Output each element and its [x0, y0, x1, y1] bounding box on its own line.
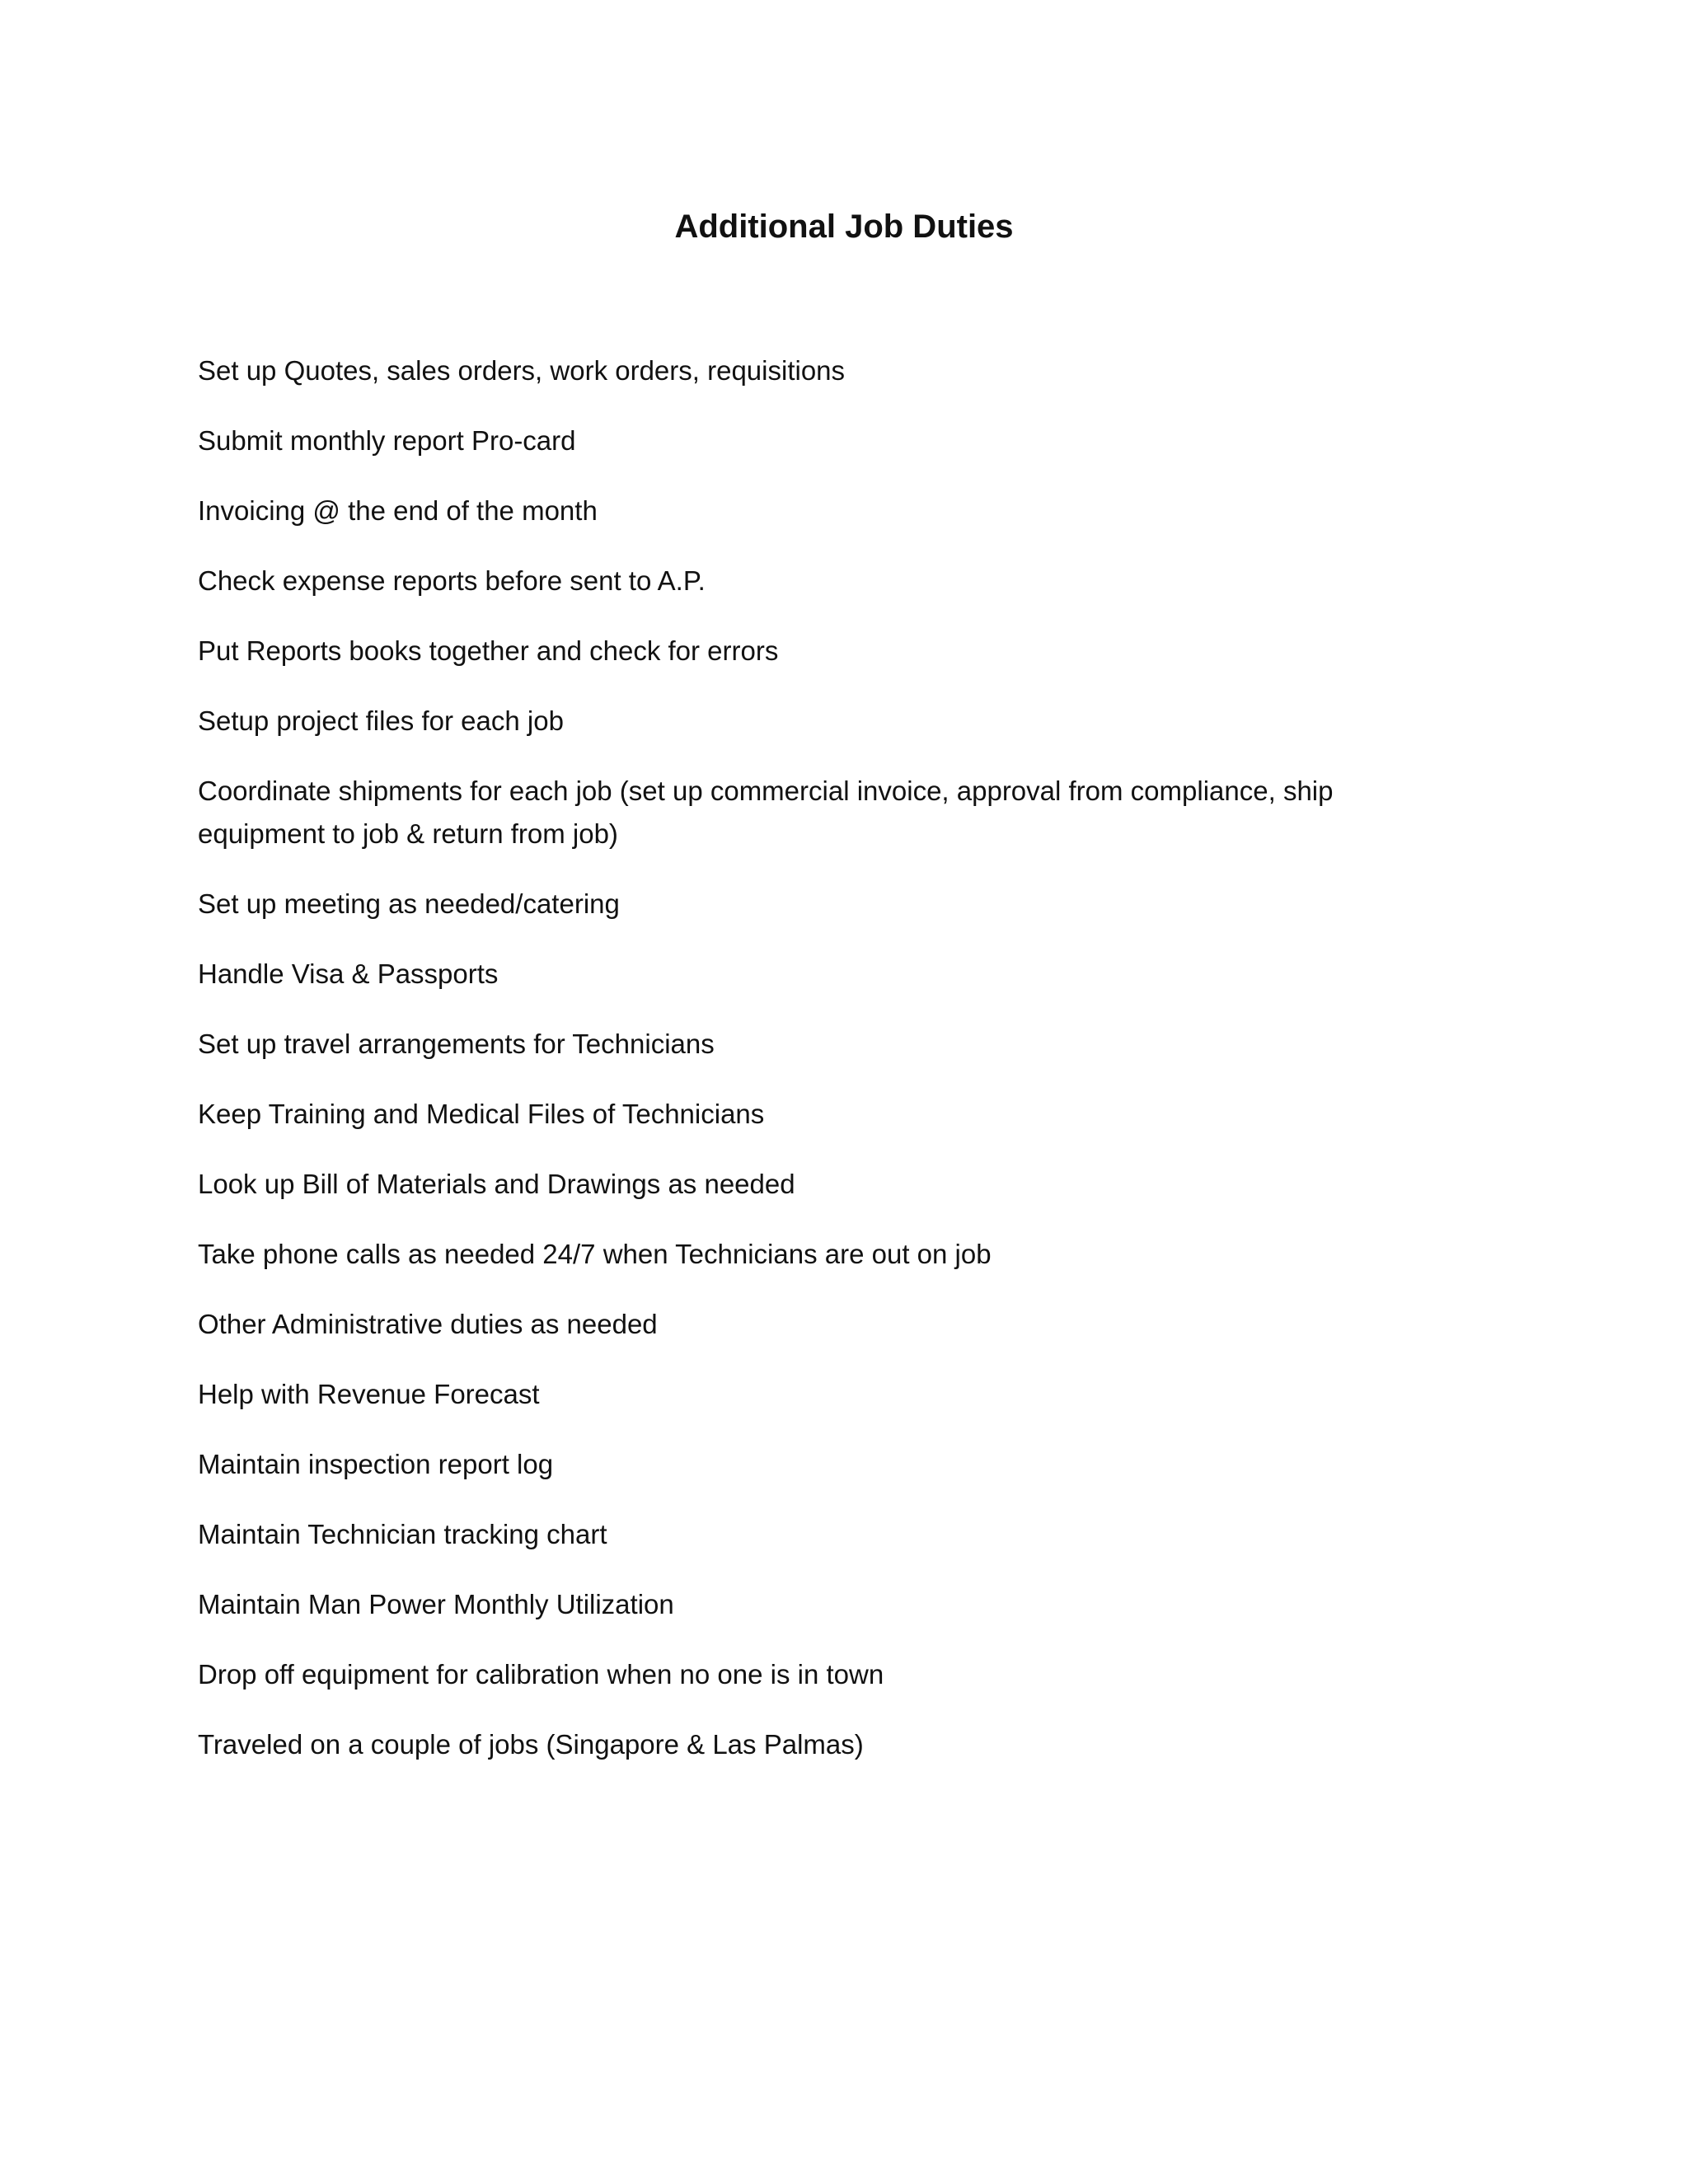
duty-item: Put Reports books together and check for errors — [198, 635, 779, 666]
duty-item: Coordinate shipments for each job (set up commercial invoice, approval from compliance, ship equipment to job & return from job) — [198, 776, 1334, 849]
duty-item: Maintain Technician tracking chart — [198, 1519, 607, 1549]
duty-item: Take phone calls as needed 24/7 when Technicians are out on job — [198, 1239, 992, 1269]
duty-item: Traveled on a couple of jobs (Singapore & Las Palmas) — [198, 1729, 864, 1760]
duty-item: Drop off equipment for calibration when no one is in town — [198, 1659, 884, 1690]
duty-item: Keep Training and Medical Files of Technicians — [198, 1099, 765, 1129]
duty-item: Help with Revenue Forecast — [198, 1379, 540, 1409]
duty-item: Look up Bill of Materials and Drawings as needed — [198, 1169, 795, 1199]
duty-list — [198, 349, 1434, 1793]
duty-item: Other Administrative duties as needed — [198, 1309, 658, 1339]
duty-item: Set up travel arrangements for Technicians — [198, 1029, 715, 1059]
duty-item: Check expense reports before sent to A.P. — [198, 565, 706, 596]
duty-item: Set up meeting as needed/catering — [198, 888, 620, 919]
duty-item: Maintain Man Power Monthly Utilization — [198, 1589, 674, 1619]
page-title: Additional Job Duties — [674, 209, 1014, 245]
duty-item: Invoicing @ the end of the month — [198, 495, 598, 526]
duty-item: Maintain inspection report log — [198, 1449, 554, 1479]
duty-item: Handle Visa & Passports — [198, 958, 499, 989]
duty-item: Submit monthly report Pro-card — [198, 425, 576, 456]
duty-item: Set up Quotes, sales orders, work orders, requisitions — [198, 355, 846, 386]
duty-item: Setup project files for each job — [198, 705, 564, 736]
